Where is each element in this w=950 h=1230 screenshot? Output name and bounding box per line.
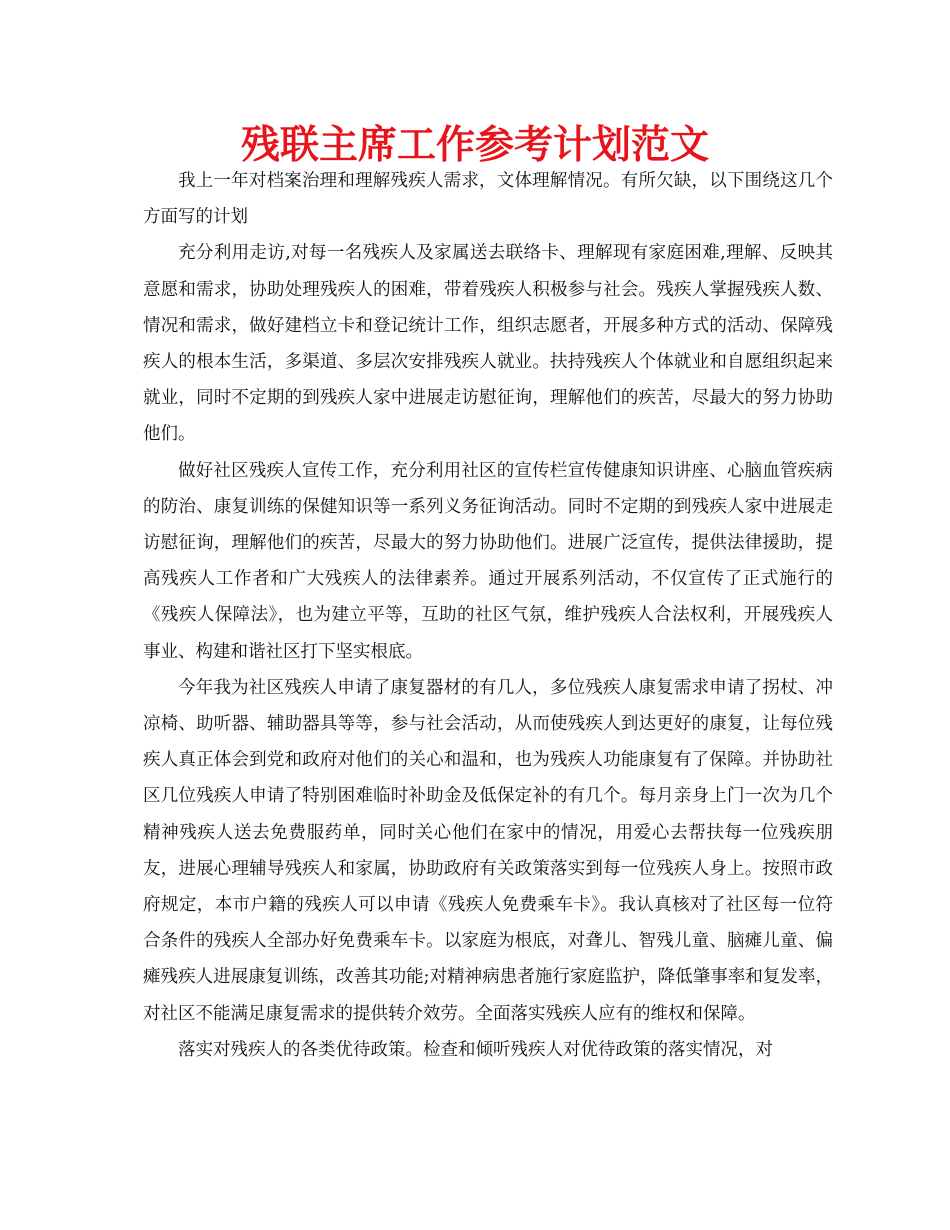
paragraph-1: 我上一年对档案治理和理解残疾人需求，文体理解情况。有所欠缺，以下围绕这几个方面写的计划 xyxy=(143,171,833,228)
document-title: 残联主席工作参考计划范文 xyxy=(240,122,709,168)
paragraph-4: 今年我为社区残疾人申请了康复器材的有几人，多位残疾人康复需求申请了拐杖、冲凉椅、助听器、辅助器具等等，参与社会活动，从而使残疾人到达更好的康复，让每位残疾人真正体会到党和政府对他们的关心和温和，也为残疾人功能康复有了保障。并协助社区几位残疾人申请了特别困难临时补助金及低保定补的有几个。每月亲身上门一次为几个精神残疾人送去免费服药单，同时关心他们在家中的情况，用爱心去帮扶每一位残疾朋友，进展心理辅导残疾人和家属，协助政府有关政策落实到每一位残疾人身上。按照市政府规定，本市户籍的残疾人可以申请《残疾人免费乘车卡》。我认真核对了社区每一位符合条件的残疾人全部办好免费乘车卡。以家庭为根底，对聋儿、智残儿童、脑瘫儿童、偏瘫残疾人进展康复训练，改善其功能;对精神病患者施行家庭监护，降低肇事率和复发率，对社区不能满足康复需求的提供转介效劳。全面落实残疾人应有的维权和保障。 xyxy=(143,677,833,1024)
paragraph-5: 落实对残疾人的各类优待政策。检查和倾听残疾人对优待政策的落实情况，对 xyxy=(178,1039,773,1060)
paragraph-3: 做好社区残疾人宣传工作，充分利用社区的宣传栏宣传健康知识讲座、心脑血管疾病的防治、康复训练的保健知识等一系列义务征询活动。同时不定期的到残疾人家中进展走访慰征询，理解他们的疾苦，尽最大的努力协助他们。进展广泛宣传，提供法律援助，提高残疾人工作者和广大残疾人的法律素养。通过开展系列活动，不仅宣传了正式施行的《残疾人保障法》，也为建立平等，互助的社区气氛，维护残疾人合法权利，开展残疾人事业、构建和谐社区打下坚实根底。 xyxy=(143,460,833,662)
document-body xyxy=(143,163,833,1068)
paragraph-2: 充分利用走访,对每一名残疾人及家属送去联络卡、理解现有家庭困难,理解、反映其意愿和需求，协助处理残疾人的困难，带着残疾人积极参与社会。残疾人掌握残疾人数、情况和需求，做好建档立卡和登记统计工作，组织志愿者，开展多种方式的活动、保障残疾人的根本生活，多渠道、多层次安排残疾人就业。扶持残疾人个体就业和自愿组织起来就业，同时不定期的到残疾人家中进展走访慰征询，理解他们的疾苦，尽最大的努力协助他们。 xyxy=(143,243,833,445)
